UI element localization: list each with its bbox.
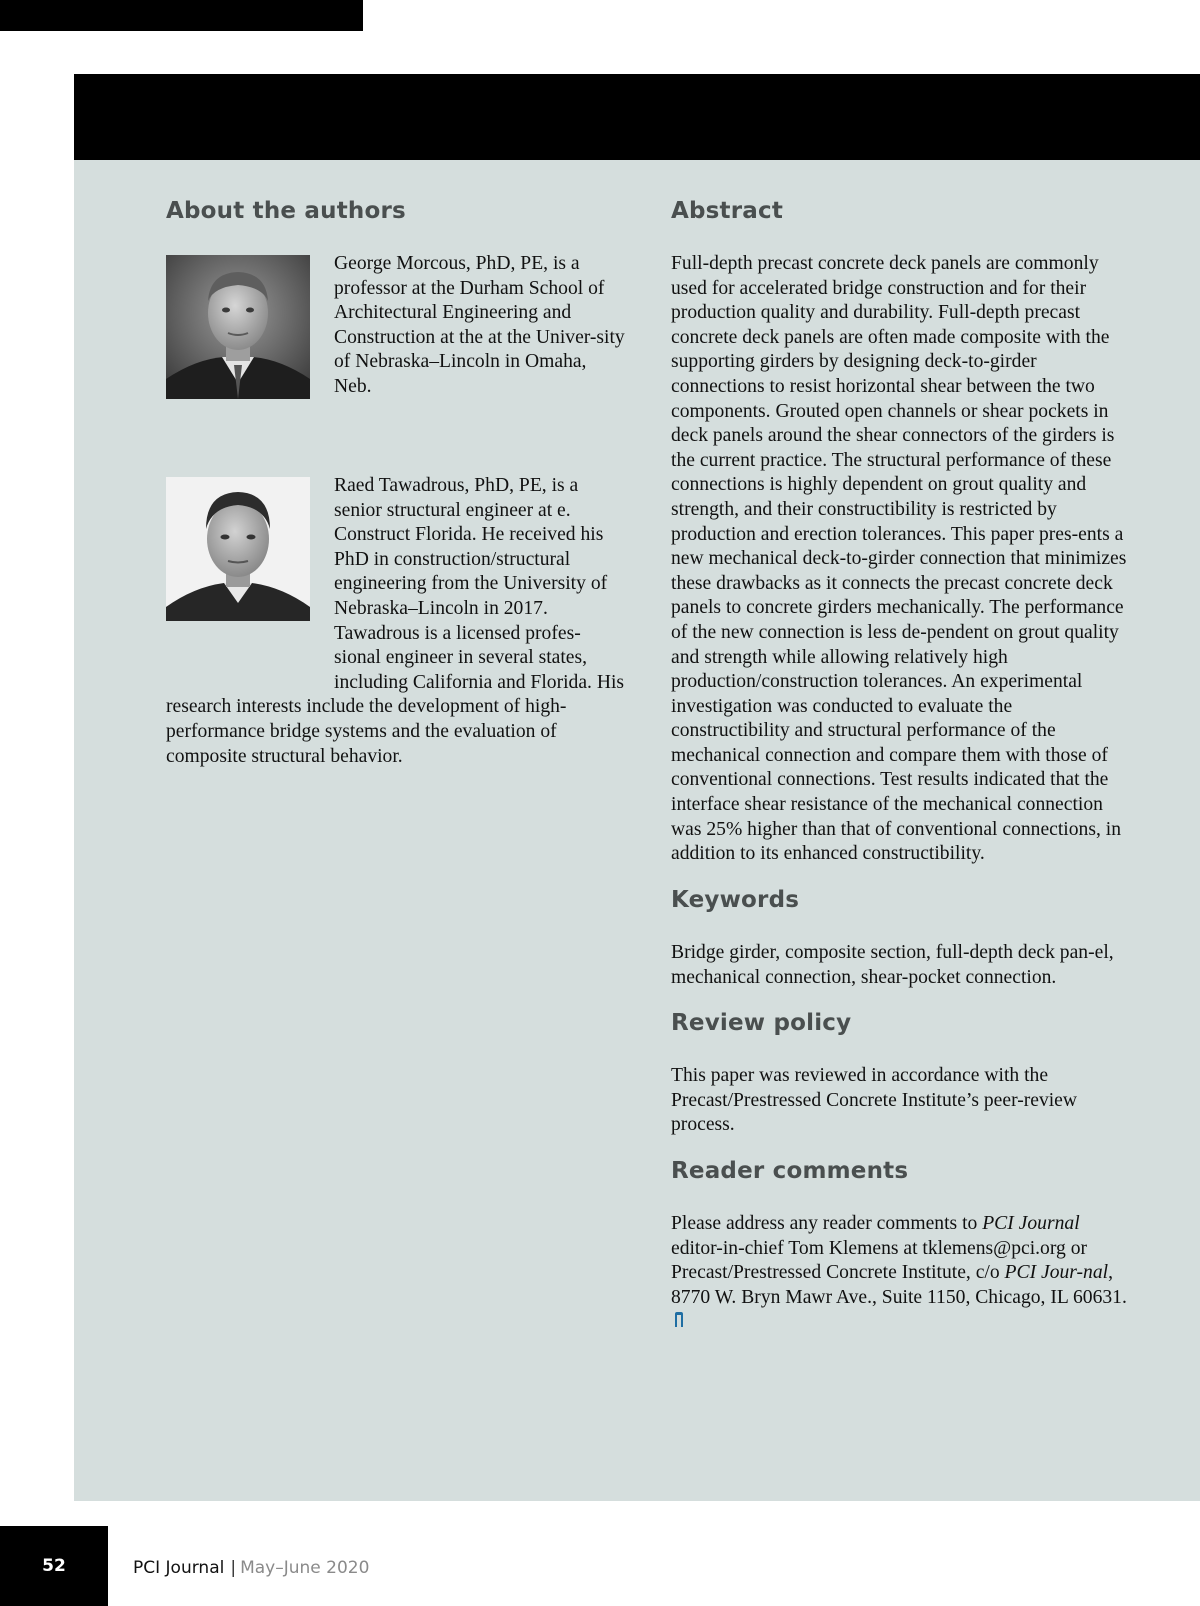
journal-name: PCI Journal — [133, 1558, 225, 1578]
header-black-band — [74, 74, 1200, 160]
footer-separator: | — [230, 1558, 237, 1578]
keywords-heading: Keywords — [671, 887, 800, 913]
review-policy-text: This paper was reviewed in accordance with the Precast/Prestressed Concrete Institute’s peer-review process. — [671, 1065, 1078, 1136]
comments-part3: , 8770 W. Bryn Mawr Ave., Suite 1150, Chicago, IL 60631. — [671, 1262, 1127, 1308]
comments-journal-2: PCI Jour-nal — [1004, 1262, 1109, 1284]
author1-photo — [166, 255, 310, 399]
running-footer — [133, 1558, 369, 1578]
keywords-text: Bridge girder, composite section, full-depth deck pan-el, mechanical connection, shear-pocket connection. — [671, 942, 1114, 988]
review-policy-heading: Review policy — [671, 1010, 852, 1036]
pci-end-mark-icon — [674, 1311, 684, 1328]
comments-journal-1: PCI Journal — [982, 1213, 1080, 1234]
page-number: 52 — [42, 1556, 66, 1576]
top-black-tab — [0, 0, 363, 31]
reader-comments-text — [671, 1212, 1129, 1335]
abstract-text: Full-depth precast concrete deck panels are commonly used for accelerated bridge construction and for their production quality and durability. Full-depth precast concrete deck panels are often made composite with the supporting girders by designing deck-to-girder connections to resist horizontal shear between the two components. Grouted open channels or shear pockets in deck panels around the shear connectors of the girders is the current practice. The structural performance of these connections is highly dependent on grout quality and strength, and their constructibility is restricted by production and erection tolerances. This paper pres-ents a new mechanical deck-to-girder connection that minimizes these drawbacks as it connects the precast concrete deck panels to concrete girders mechanically. The performance of the new connection is less de-pendent on grout quality and strength while allowing relatively high production/construction tolerances. An experimental investigation was conducted to evaluate the constructibility and structural performance of the mechanical connection and compare them with those of conventional connections. Test results indicated that the interface shear resistance of the mechanical connection was 25% higher than that of conventional connections, in addition to its enhanced constructibility. — [671, 253, 1127, 865]
author2-photo — [166, 477, 310, 621]
author2-bio: Raed Tawadrous, PhD, PE, is a senior structural engineer at e. Construct Florida. He received his PhD in construction/structural engineering from the University of Nebraska–Lincoln in 2017. Tawadrous is a licensed profes-sional engineer in several states, including California and Florida. His research interests include the development of high-performance bridge systems and the evaluation of composite structural behavior. — [166, 475, 625, 767]
comments-part2: editor-in-chief Tom Klemens at tklemens@pci.org or Precast/Prestressed Concrete Institute, c/o — [671, 1237, 1088, 1284]
issue-date: May–June 2020 — [240, 1558, 370, 1578]
about-authors-heading: About the authors — [166, 198, 406, 224]
author1-bio: George Morcous, PhD, PE, is a professor at the Durham School of Architectural Engineering and Construction at the at the Univer-sity of Nebraska–Lincoln in Omaha, Neb. — [334, 253, 625, 397]
comments-part1: Please address any reader comments to — [671, 1213, 983, 1234]
abstract-heading: Abstract — [671, 198, 784, 224]
reader-comments-heading: Reader comments — [671, 1158, 909, 1184]
